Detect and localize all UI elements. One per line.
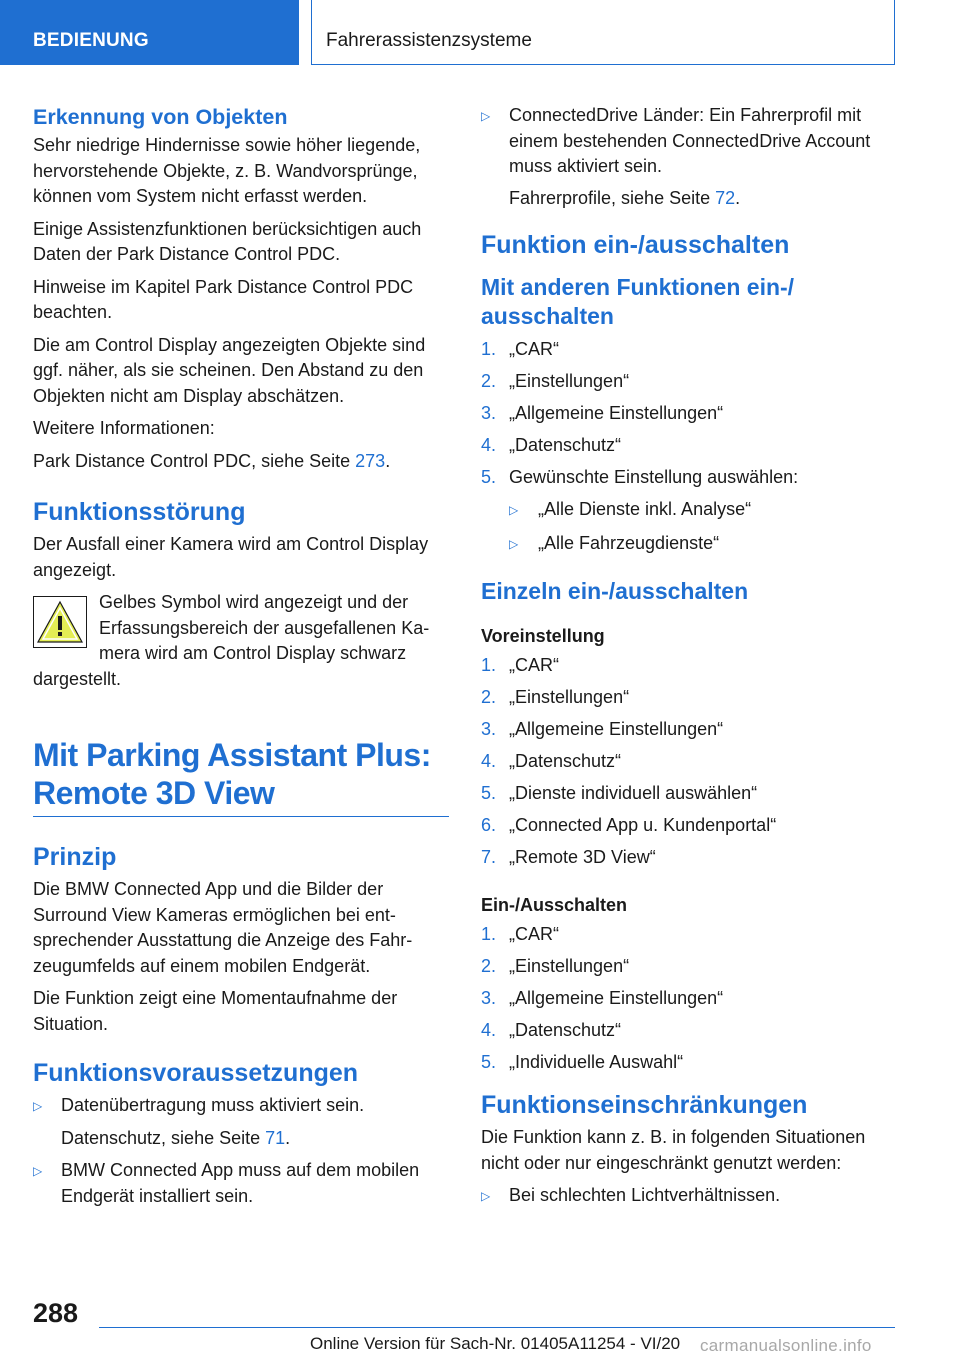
- list-item: [481, 337, 897, 363]
- step-number: 2.: [481, 955, 497, 976]
- triangle-right-outline-icon: ▷: [33, 1164, 43, 1178]
- bullet-sub-reference: [481, 186, 897, 212]
- chapter-heading-line2: Remote 3D View: [33, 775, 275, 811]
- list-item: [481, 401, 897, 427]
- reference-text: Fahrerprofile, siehe Seite: [509, 187, 716, 208]
- list-item: [481, 369, 897, 395]
- step-text: Gewünschte Einstellung auswählen:: [509, 467, 799, 487]
- reference-end: .: [735, 187, 741, 208]
- bullet-item: [33, 1093, 449, 1120]
- heading-funktionsstoerung: Funktionsstörung: [33, 498, 246, 526]
- paragraph: Die Funktion zeigt eine Momentaufnahme der Situation.: [33, 988, 398, 1034]
- chapter-divider: [33, 816, 449, 817]
- triangle-right-outline-icon: ▷: [33, 1099, 43, 1113]
- steps-list: [481, 337, 897, 557]
- left-column: [33, 103, 449, 1215]
- warning-text-line: dargestellt.: [33, 668, 122, 689]
- warning-text-line: Gelbes Symbol wird angezeigt und der: [99, 592, 409, 612]
- list-item: [481, 1018, 897, 1044]
- list-item: [481, 781, 897, 807]
- paragraph: Die Funktion kann z. B. in folgenden Situationen nicht oder nur eingeschränkt genutzt werden:: [481, 1127, 866, 1173]
- page-link-273[interactable]: 273: [355, 450, 386, 471]
- watermark: carmanualsonline.info: [700, 1336, 872, 1355]
- step-text: „Datenschutz“: [509, 1019, 622, 1040]
- heading-erkennung-objekte: Erkennung von Objekten: [33, 105, 288, 129]
- step-number: 4.: [481, 751, 497, 771]
- step-number: 4.: [481, 1019, 497, 1040]
- header-section-tab: BEDIENUNG: [0, 0, 299, 65]
- warning-text-line: mera wird am Control Display schwarz: [99, 643, 407, 663]
- option-item: [481, 497, 897, 524]
- bullet-text: BMW Connected App muss auf dem mobilen Endgerät installiert sein.: [61, 1160, 420, 1206]
- option-text: „Alle Dienste inkl. Analyse“: [538, 499, 752, 519]
- page-link-71[interactable]: 71: [265, 1127, 286, 1148]
- option-text: „Alle Fahrzeugdienste“: [538, 532, 720, 553]
- list-item: [481, 1050, 897, 1076]
- triangle-right-outline-icon: ▷: [509, 503, 519, 517]
- subheading-voreinstellung: Voreinstellung: [481, 626, 605, 646]
- list-item: [481, 653, 897, 679]
- list-item: [481, 986, 897, 1012]
- list-item: [481, 749, 897, 775]
- step-number: 2.: [481, 687, 497, 707]
- step-number: 3.: [481, 403, 497, 423]
- page-link-72[interactable]: 72: [715, 187, 736, 208]
- voreinstellung-steps: [481, 653, 897, 871]
- step-number: 6.: [481, 815, 497, 835]
- chapter-heading-line1: Mit Parking Assistant Plus:: [33, 737, 431, 773]
- list-item: [481, 685, 897, 711]
- paragraph-with-reference: [33, 449, 449, 475]
- paragraph: Der Ausfall einer Kamera wird am Control Display angezeigt.: [33, 534, 429, 580]
- heading-prinzip: Prinzip: [33, 843, 117, 871]
- reference-text: Datenschutz, siehe Seite: [61, 1127, 266, 1148]
- step-text: „Einstellungen“: [509, 955, 630, 976]
- reference-end: .: [385, 450, 391, 471]
- step-text: „Remote 3D View“: [509, 847, 656, 867]
- step-number: 3.: [481, 719, 497, 739]
- step-text: „Allgemeine Einstellungen“: [509, 403, 724, 423]
- step-text: „CAR“: [509, 339, 559, 359]
- step-number: 4.: [481, 435, 497, 455]
- warning-note: [33, 590, 449, 692]
- bullet-sub-reference: [33, 1126, 449, 1152]
- step-number: 1.: [481, 923, 497, 944]
- list-item: [481, 845, 897, 871]
- step-number: 7.: [481, 847, 497, 867]
- paragraph: Sehr niedrige Hindernisse sowie höher liegende, hervorstehende Objekte, z. B. Wandvorsprünge, können vom System nicht erfasst werden.: [33, 135, 421, 206]
- triangle-right-outline-icon: ▷: [481, 109, 491, 123]
- bullet-text: Bei schlechten Lichtverhältnissen.: [509, 1185, 781, 1205]
- paragraph: Einige Assistenzfunktionen berücksichtigen auch Daten der Park Distance Control PDC.: [33, 218, 422, 264]
- bullet-text: Datenübertragung muss aktiviert sein.: [61, 1095, 365, 1115]
- step-text: „Connected App u. Kundenportal“: [509, 815, 777, 835]
- heading-einzeln-ein-ausschalten: Einzeln ein-/ausschalten: [481, 578, 749, 604]
- step-number: 2.: [481, 371, 497, 391]
- heading-funktion-ein-ausschalten: Funktion ein-/ausschalten: [481, 231, 790, 259]
- step-text: „Einstellungen“: [509, 371, 630, 391]
- list-item: [481, 465, 897, 491]
- footer-online-version: Online Version für Sach-Nr. 01405A11254 - VI/20: [310, 1334, 681, 1353]
- step-number: 3.: [481, 987, 497, 1008]
- list-item: [481, 433, 897, 459]
- page-number: 288: [33, 1298, 79, 1328]
- paragraph: Die BMW Connected App und die Bilder der Surround View Kameras ermöglichen bei entsprechender Ausstattung die Anzeige des Fahrzeugumfelds auf einem mobilen Endgerät.: [33, 879, 413, 976]
- triangle-right-outline-icon: ▷: [481, 1189, 491, 1203]
- subheading-ein-ausschalten: Ein-/Ausschalten: [481, 894, 628, 915]
- footer-divider: [99, 1327, 895, 1328]
- heading-funktionsvoraussetzungen: Funktionsvoraussetzungen: [33, 1059, 359, 1087]
- warning-text-line: Erfassungsbereich der ausgefallenen Ka-: [99, 617, 430, 638]
- list-item: [481, 922, 897, 948]
- step-number: 1.: [481, 339, 497, 359]
- step-text: „Datenschutz“: [509, 435, 622, 455]
- ein-ausschalten-steps: [481, 922, 897, 1076]
- list-item: [481, 813, 897, 839]
- heading-mit-anderen-funktionen: Mit anderen Funktionen ein-/ ausschalten: [481, 274, 795, 329]
- right-column: [481, 103, 897, 1216]
- list-item: [481, 717, 897, 743]
- option-item: [481, 531, 897, 558]
- step-number: 1.: [481, 655, 497, 675]
- step-text: „Datenschutz“: [509, 751, 622, 771]
- step-number: 5.: [481, 467, 497, 487]
- paragraph: Hinweise im Kapitel Park Distance Control PDC beachten.: [33, 276, 414, 322]
- header-chapter-title: Fahrerassistenzsysteme: [311, 0, 895, 65]
- paragraph: Die am Control Display angezeigten Objekte sind ggf. näher, als sie scheinen. Den Abstand zu den Objekten nicht am Display abschätzen.: [33, 334, 426, 406]
- step-text: „Allgemeine Einstellungen“: [509, 719, 724, 739]
- bullet-item: [33, 1158, 449, 1209]
- step-number: 5.: [481, 1051, 497, 1072]
- step-text: „CAR“: [509, 923, 559, 944]
- bullet-item: [481, 103, 897, 180]
- step-text: „Einstellungen“: [509, 687, 630, 707]
- reference-end: .: [285, 1127, 291, 1148]
- step-text: „CAR“: [509, 655, 559, 675]
- bullet-item: [481, 1183, 897, 1210]
- step-text: „Allgemeine Einstellungen“: [509, 987, 724, 1008]
- triangle-right-outline-icon: ▷: [509, 536, 519, 551]
- bullet-text: ConnectedDrive Länder: Ein Fahrerprofil mit einem bestehenden ConnectedDrive Account muss aktiviert sein.: [509, 105, 871, 176]
- warning-triangle-icon: [33, 596, 87, 648]
- reference-text: Park Distance Control PDC, siehe Seite: [33, 450, 356, 471]
- step-text: „Individuelle Auswahl“: [509, 1051, 684, 1072]
- paragraph: Weitere Informationen:: [33, 418, 215, 438]
- step-text: „Dienste individuell auswählen“: [509, 783, 758, 803]
- heading-funktionseinschraenkungen: Funktionseinschränkungen: [481, 1091, 808, 1119]
- list-item: [481, 954, 897, 980]
- step-number: 5.: [481, 783, 497, 803]
